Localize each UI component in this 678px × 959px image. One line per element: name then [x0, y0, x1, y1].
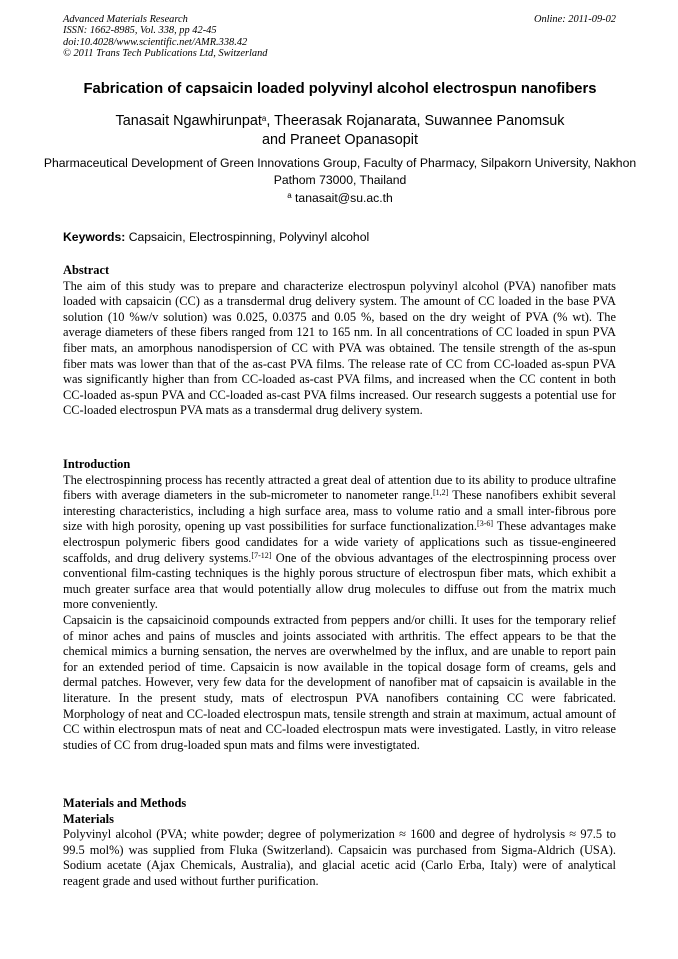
introduction-paragraph-1 — [63, 473, 616, 613]
author-list — [40, 112, 640, 150]
intro-text-d: One of the obvious advantages of the electrospinning process over conventional film-casting techniques is the highly porous structure of electrospun fiber mats, which exhibit a much greater surface area that would potentially allow drug molecules to diffuse out from the matrix much more conveniently. — [63, 550, 617, 612]
email-address: tanasait@su.ac.th — [291, 191, 393, 205]
intro-text-b: These nanofibers exhibit several interesting characteristics, including a high surface area, mass to volume ratio and a small inter-fibrous pore size with high porosity, opening up vast possibilities for surface functionalization. — [63, 488, 616, 534]
methods-section — [63, 796, 616, 890]
intro-text-a: The electrospinning process has recently attracted a great deal of attention due to its ability to produce ultrafine fibers with average diameters in the sub-micrometer to nanometer range. — [63, 472, 616, 503]
paper-title: Fabrication of capsaicin loaded polyvinyl alcohol electrospun nanofibers — [83, 81, 597, 97]
online-date: Online: 2011-09-02 — [533, 14, 616, 25]
journal-copyright: © 2011 Trans Tech Publications Ltd, Switzerland — [63, 48, 268, 60]
journal-issn: ISSN: 1662-8985, Vol. 338, pp 42-45 — [63, 25, 217, 37]
affiliation: Pharmaceutical Development of Green Innovations Group, Faculty of Pharmacy, Silpakorn University, Nakhon Pathom 73000, Thailand — [43, 156, 637, 187]
abstract-section — [63, 263, 616, 419]
journal-name: Advanced Materials Research — [63, 14, 188, 25]
intro-text-c: These advantages make electrospun polymeric fibers good candidates for a wide variety of applications such as tissue-engineered scaffolds, and drug delivery systems. — [63, 519, 617, 565]
citation-3: [7-12] — [251, 550, 272, 560]
abstract-text: The aim of this study was to prepare and characterize electrospun polyvinyl alcohol (PVA) nanofiber mats loaded with capsaicin (CC) as a transdermal drug delivery system. The amount of CC loaded in the base PVA solution (10 %w/v solution) was 0.025, 0.0375 and 0.05 %, based on the dry weight of PVA (% wt). The average diameters of these fibers ranged from 121 to 165 nm. In all concentrations of CC loaded in spun PVA fiber mats, an amorphous nanodispersion of CC with PVA was obtained. The tensile strength of the as-spun fiber mats was lower than that of the as-cast PVA films. The release rate of CC from CC-loaded as-spun PVA was significantly higher than from CC-loaded as-cast PVA films, and increased when the CC content in both CC-loaded as-spun PVA and CC-loaded as-cast PVA films increased. Our research suggests a potential use for CC-loaded electrospun PVA mats as a transdermal drug delivery system. — [63, 278, 616, 418]
introduction-heading: Introduction — [63, 457, 131, 471]
materials-subheading: Materials — [63, 811, 114, 826]
citation-2: [3-6] — [477, 519, 494, 529]
journal-header — [63, 14, 616, 60]
email-sup: a — [287, 191, 292, 200]
abstract-heading: Abstract — [63, 263, 110, 277]
introduction-section — [63, 457, 616, 753]
corresponding-email — [40, 190, 640, 207]
materials-text: Polyvinyl alcohol (PVA; white powder; degree of polymerization ≈ 1600 and degree of hydrolysis ≈ 97.5 to 99.5 mol%) was supplied from Fluka (Switzerland). Capsaicin was purchased from Sigma-Aldrich (USA). Sodium acetate (Ajax Chemicals, Australia), and glacial acetic acid (Carlo Erba, Italy) were of analytical reagent grade and used without further purification. — [63, 827, 616, 888]
journal-doi: doi:10.4028/www.scientific.net/AMR.338.42 — [63, 36, 248, 48]
methods-heading: Materials and Methods — [63, 796, 187, 810]
keywords-label: Keywords: — [63, 230, 126, 244]
keywords-text: Capsaicin, Electrospinning, Polyvinyl alcohol — [125, 230, 370, 244]
keywords — [63, 229, 616, 246]
author-first-sup: a — [261, 114, 267, 123]
citation-1: [1,2] — [432, 488, 449, 498]
author-line2: and Praneet Opanasopit — [261, 132, 418, 148]
author-rest: , Theerasak Rojanarata, Suwannee Panomsuk — [266, 113, 565, 129]
introduction-paragraph-2: Capsaicin is the capsaicinoid compounds extracted from peppers and/or chilli. It uses for the temporary relief of minor aches and pains of muscles and joints associated with arthritis. The effect appears to be that the chemical mimics a burning sensation, the nerves are overwhelmed by the influx, and are unable to report pain for an extended period of time. Capsaicin is now available in the topical dosage form of creams, gels and dermal patches. However, very few data for the development of nanofiber mat of capsaicin is available in the literature. In the present study, mats of electrospun PVA nanofibers containing CC were fabricated. Morphology of neat and CC-loaded electrospun mats, tensile strength and strain at maximum, actual amount of CC within electrospun mats of neat and CC-loaded electrospun mats were investigated. Lastly, in vitro release studies of CC from drug-loaded spun mats and films were investigtated. — [63, 612, 616, 752]
author-first: Tanasait Ngawhirunpat — [115, 113, 262, 129]
